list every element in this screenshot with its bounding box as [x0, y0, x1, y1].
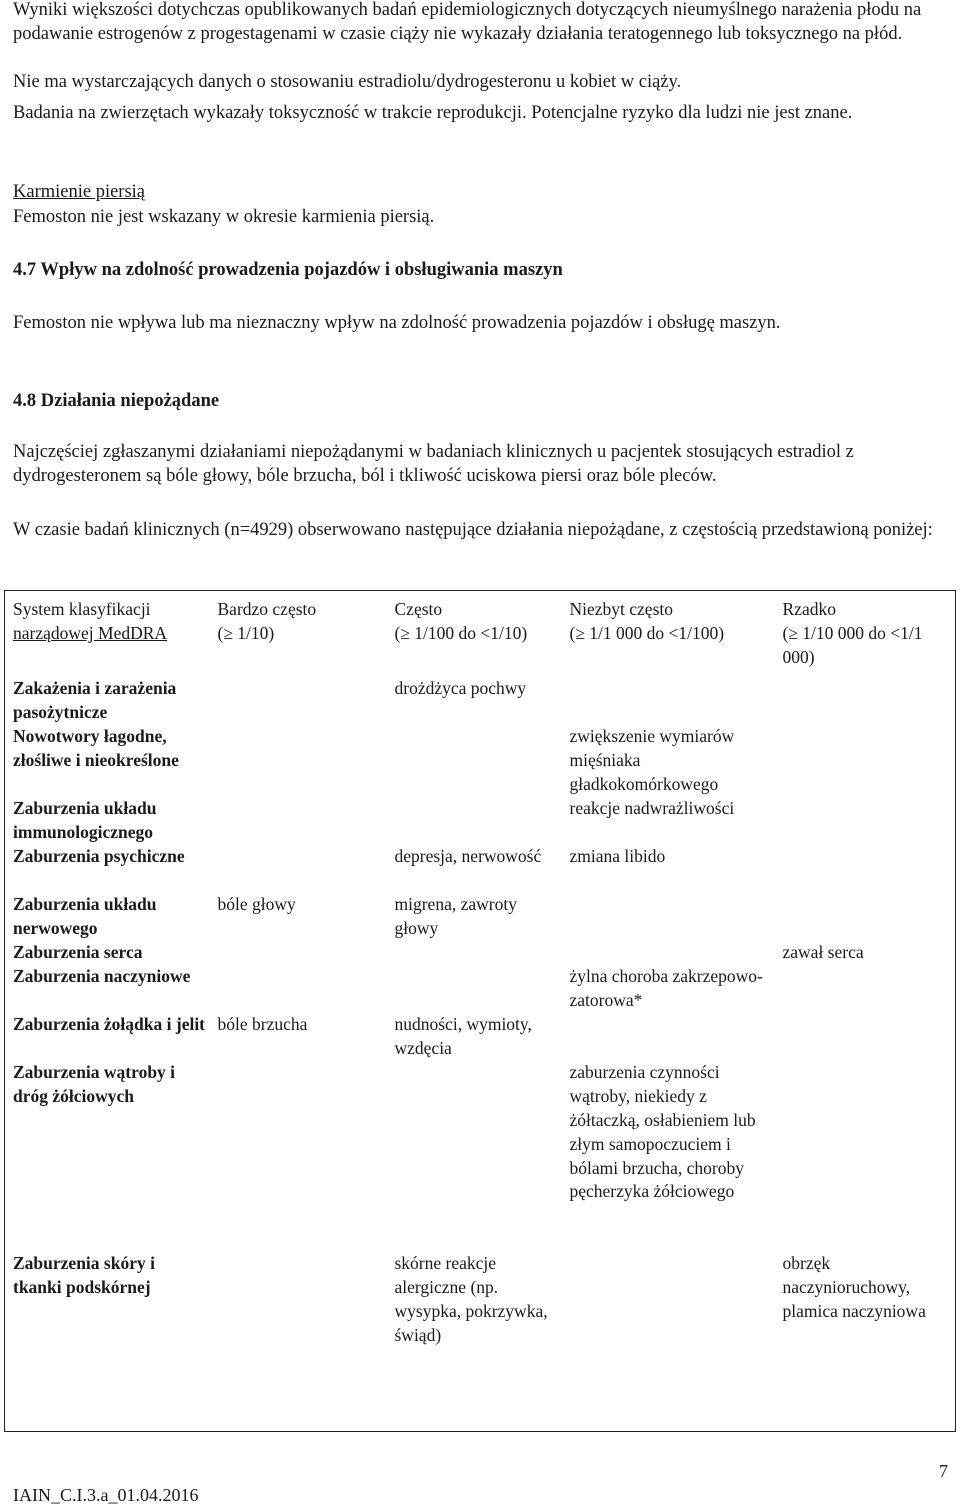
header-very-common: Bardzo często (≥ 1/10) [217, 599, 317, 643]
row-rare [775, 893, 956, 941]
row-very-common [210, 941, 387, 965]
breastfeeding-heading: Karmienie piersią [13, 182, 146, 202]
table-row [5, 1013, 956, 1061]
section-4-7-text: Femoston nie wpływa lub ma nieznaczny wpływ na zdolność prowadzenia pojazdów i obsługę maszyn. [13, 313, 781, 333]
row-very-common [210, 725, 387, 797]
header-system-class: System klasyfikacji narządowej MedDRA [13, 599, 168, 643]
row-common: depresja, nerwowość [394, 846, 542, 867]
table-row [5, 677, 956, 725]
row-very-common [210, 1252, 387, 1431]
row-system-class: Zaburzenia psychiczne [13, 846, 185, 867]
row-rare [775, 1061, 956, 1252]
header-common: Często (≥ 1/100 do <1/10) [394, 599, 528, 643]
row-rare [775, 677, 956, 725]
row-uncommon: zmiana libido [569, 846, 666, 867]
row-uncommon [562, 677, 775, 725]
row-uncommon: zwiększenie wymiarów mięśniaka gładkokomórkowego [569, 726, 735, 794]
row-system-class: Zaburzenia układu nerwowego [13, 894, 157, 939]
row-rare [775, 1013, 956, 1061]
row-system-class: Zaburzenia wątroby i dróg żółciowych [13, 1062, 176, 1107]
breastfeeding-text: Femoston nie jest wskazany w okresie karmienia piersią. [13, 207, 435, 227]
row-common [387, 941, 562, 965]
section-4-8-text-2: W czasie badań klinicznych (n=4929) obserwowano następujące działania niepożądane, z częstością przedstawioną poniżej: [13, 520, 933, 540]
intro-paragraph-2: Nie ma wystarczających danych o stosowaniu estradiolu/dydrogesteronu u kobiet w ciąży. [13, 72, 682, 92]
table-row [5, 893, 956, 941]
row-common: migrena, zawroty głowy [394, 894, 517, 939]
row-rare [775, 845, 956, 893]
row-very-common [210, 845, 387, 893]
row-system-class: Zaburzenia skóry i tkanki podskórnej [13, 1253, 155, 1298]
row-common: nudności, wymioty, wzdęcia [394, 1014, 532, 1059]
document-code: IAIN_C.I.3.a_01.04.2016 [13, 1485, 199, 1505]
table-row [5, 1061, 956, 1252]
table-row [5, 725, 956, 797]
row-uncommon [562, 941, 775, 965]
row-uncommon: zaburzenia czynności wątroby, niekiedy z żółtaczką, osłabieniem lub złym samopoczuciem i bólami brzucha, choroby pęcherzyka żółciowego [569, 1062, 756, 1202]
table-row [5, 1252, 956, 1431]
row-common: drożdżyca pochwy [394, 678, 527, 699]
row-uncommon: żylna choroba zakrzepowo-zatorowa* [569, 966, 763, 1011]
row-rare [775, 797, 956, 845]
row-very-common: bóle brzucha [217, 1014, 308, 1035]
table-row [5, 845, 956, 893]
row-common: skórne reakcje alergiczne (np. wysypka, pokrzywka, świąd) [394, 1253, 548, 1345]
header-rare: Rzadko (≥ 1/10 000 do <1/1 000) [782, 599, 923, 667]
intro-paragraph-3: Badania na zwierzętach wykazały toksyczność w trakcie reprodukcji. Potencjalne ryzyko dla ludzi nie jest znane. [13, 103, 853, 123]
row-system-class: Zaburzenia serca [13, 942, 143, 963]
row-rare [775, 725, 956, 797]
row-very-common [210, 965, 387, 1013]
section-4-8-heading: 4.8 Działania niepożądane [13, 391, 220, 411]
row-system-class: Zaburzenia układu immunologicznego [13, 798, 157, 843]
row-system-class: Zaburzenia żołądka i jelit [13, 1014, 206, 1035]
table-row [5, 965, 956, 1013]
page-number: 7 [939, 1461, 948, 1481]
row-uncommon [562, 1013, 775, 1061]
table-header-row [5, 591, 956, 678]
row-very-common [210, 1061, 387, 1252]
row-common [387, 797, 562, 845]
row-uncommon [562, 1252, 775, 1431]
row-rare [775, 965, 956, 1013]
row-very-common [210, 677, 387, 725]
row-very-common: bóle głowy [217, 894, 296, 915]
adverse-effects-table [4, 590, 956, 1432]
row-system-class: Nowotwory łagodne, złośliwe i nieokreślone [13, 726, 179, 771]
row-system-class: Zakażenia i zarażenia pasożytnicze [13, 678, 177, 723]
section-4-7-heading: 4.7 Wpływ na zdolność prowadzenia pojazdów i obsługiwania maszyn [13, 260, 563, 280]
row-common [387, 725, 562, 797]
table-row [5, 797, 956, 845]
table-row [5, 941, 956, 965]
row-rare: obrzęk naczynioruchowy, plamica naczyniowa [782, 1253, 926, 1321]
row-system-class: Zaburzenia naczyniowe [13, 966, 191, 987]
section-4-8-text-1: Najczęściej zgłaszanymi działaniami niepożądanymi w badaniach klinicznych u pacjentek stosujących estradiol z dydrogesteronem są bóle głowy, bóle brzucha, ból i tkliwość uciskowa piersi oraz bóle pleców. [13, 442, 854, 486]
header-uncommon: Niezbyt często (≥ 1/1 000 do <1/100) [569, 599, 725, 643]
row-common [387, 1061, 562, 1252]
row-rare: zawał serca [782, 942, 864, 963]
row-very-common [210, 797, 387, 845]
row-common [387, 965, 562, 1013]
row-uncommon [562, 893, 775, 941]
row-uncommon: reakcje nadwrażliwości [569, 798, 735, 819]
intro-paragraph-1: Wyniki większości dotychczas opublikowanych badań epidemiologicznych dotyczących nieumyślnego narażenia płodu na podawanie estrogenów z progestagenami w czasie ciąży nie wykazały działania teratogennego lub toksycznego na płód. [13, 0, 922, 44]
